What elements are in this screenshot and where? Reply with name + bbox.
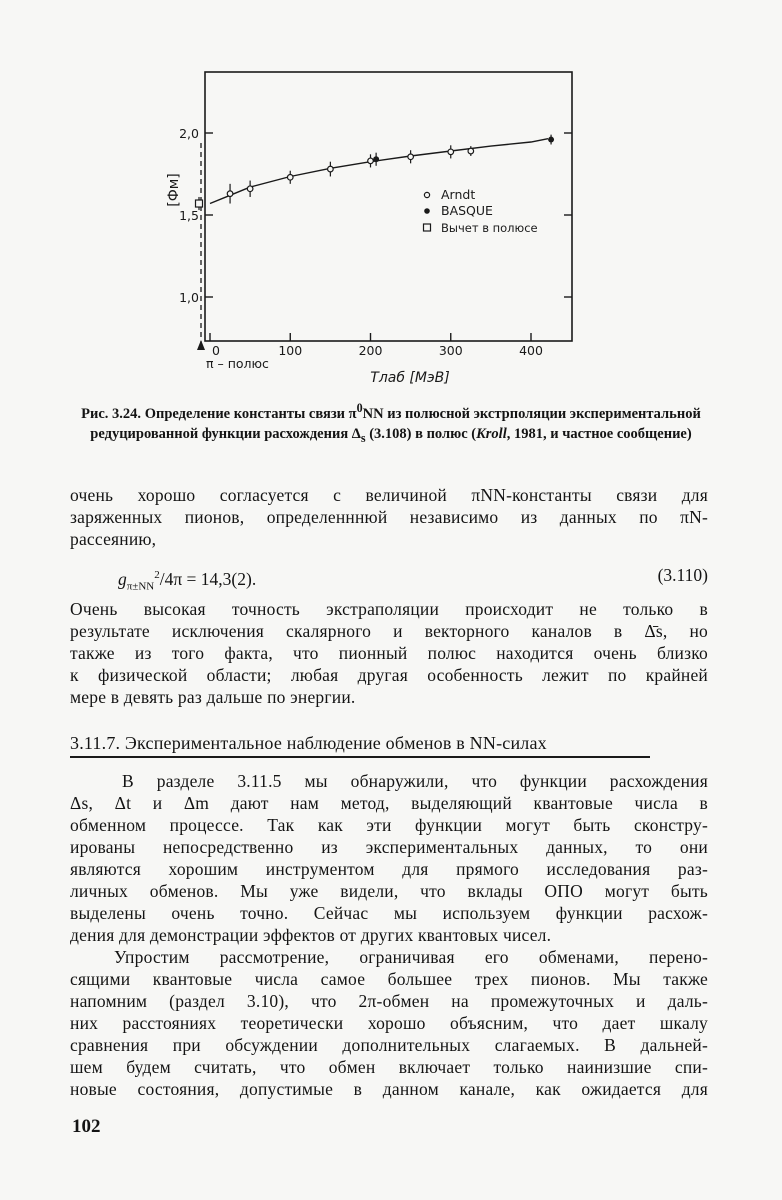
legend-residue-marker (424, 224, 431, 231)
x-tick-label: 0 (212, 343, 220, 358)
formula-g: g (118, 568, 127, 589)
text-line: сравнения при обсуждении дополнительных слагаемых. В дальней- (70, 1035, 708, 1055)
text-line: дения для демонстрации эффектов от других квантовых чисел. (70, 925, 552, 945)
caption-author: Kroll (476, 425, 507, 442)
legend-entry: Вычет в полюсе (441, 221, 538, 235)
pole-label: π – полюс (206, 356, 269, 371)
pole-residue-point (196, 200, 203, 207)
caption-superscript: 0 (356, 401, 363, 415)
arndt-point (247, 186, 253, 192)
x-tick-label: 400 (519, 343, 543, 358)
caption-text-1: Определение константы связи π (144, 405, 357, 422)
text-line: Очень высокая точность экстраполяции происходит не только в (70, 599, 708, 619)
chart-axes (197, 72, 572, 350)
text-line: новые состояния, допустимые в данном канале, как ожидается для (70, 1079, 708, 1099)
caption-text-3: (3.108) в полюс ( (365, 425, 477, 442)
plot-frame (205, 72, 572, 341)
text-line: ированы непосредственно из экспериментальных данных, то они (70, 837, 708, 857)
caption-label: Рис. 3.24. (81, 405, 142, 422)
basque-point (548, 137, 554, 143)
arndt-point (328, 166, 334, 172)
text-line: выделены очень точно. Сейчас мы используем функции расхож- (70, 903, 708, 923)
text-line: В разделе 3.11.5 мы обнаружили, что функции расхождения (122, 771, 708, 791)
text-line: результате исключения скалярного и векторного каналов в Δ̄s, но (70, 621, 708, 641)
text-line: мере в девять раз дальше по энергии. (70, 687, 356, 707)
text-line: них расстояниях теоретически хорошо объясним, что дает шкалу (70, 1013, 708, 1033)
caption-subscript: s (360, 430, 366, 445)
caption-text-4: , 1981, и частное сообщение) (506, 425, 692, 442)
section-heading: 3.11.7. Экспериментальное наблюдение обменов в NN-силах (70, 732, 650, 758)
text-line: Δs, Δt и Δm дают нам метод, выделяющий квантовые числа в (70, 793, 708, 813)
legend-arndt-marker (424, 192, 429, 197)
page-number: 102 (72, 1116, 101, 1137)
figure-chart (0, 0, 782, 395)
formula-sub: π±NN (126, 580, 155, 593)
paragraph-3 (70, 770, 708, 946)
y-tick-label: 2,0 (179, 126, 199, 141)
text-line: шем будем считать, что обмен включает только наинизшие спи- (70, 1057, 708, 1077)
text-line: являются хорошим инструментом для прямого исследования раз- (70, 859, 708, 879)
text-line: также из того факта, что пионный полюс находится очень близко (70, 643, 708, 663)
x-tick-label: 100 (278, 343, 303, 358)
text-line: сящими квантовые числа самое большее трех пионов. Мы также (70, 969, 708, 989)
arndt-point (287, 174, 293, 180)
figure-caption (70, 398, 712, 448)
paragraph-4 (70, 946, 708, 1100)
fit-curve (210, 139, 548, 204)
arndt-point (448, 149, 454, 155)
text-line: к физической области; любая другая особенность лежит по крайней (70, 665, 708, 685)
pole-arrow (197, 340, 205, 350)
x-tick-label: 200 (358, 343, 383, 358)
arndt-point (408, 154, 414, 160)
formula-rest: /4π = 14,3(2). (159, 568, 257, 589)
data-points-group (196, 135, 555, 210)
caption-text-2: NN из полюсной экстрполяции экспериментальной редуцированной функции расхождения Δ (90, 405, 701, 442)
text-line: напомним (раздел 3.10), что 2π-обмен на промежуточных и даль- (70, 991, 708, 1011)
arndt-point (468, 148, 474, 154)
equation-number: (3.110) (657, 565, 708, 585)
equation-3-110 (118, 564, 708, 597)
paragraph-2 (70, 598, 708, 708)
text-line: рассеянию, (70, 529, 157, 549)
text-line: очень хорошо согласуется с величиной πNN-константы связи для (70, 485, 708, 505)
text-line: Упростим рассмотрение, ограничивая его обменами, перено- (114, 947, 708, 967)
text-line: личных обменов. Мы уже видели, что вклады ОПО могут быть (70, 881, 708, 901)
text-line: обменном процессе. Так как эти функции могут быть сконстру- (70, 815, 708, 835)
x-tick-label: 300 (438, 343, 463, 358)
legend-entry: Arndt (441, 187, 476, 202)
y-tick-label: 1,5 (179, 208, 199, 223)
arndt-point (368, 158, 374, 164)
y-tick-label: 1,0 (179, 290, 199, 305)
formula-sup: 2 (154, 569, 160, 581)
fit-curve-group (210, 139, 548, 204)
arndt-point (227, 191, 233, 197)
x-axis-label: Тлаб [МэВ] (370, 370, 450, 386)
legend-entry: BASQUE (441, 203, 493, 218)
paragraph-1 (70, 484, 708, 550)
legend-basque-marker (424, 208, 430, 214)
text-line: заряженных пионов, определенннюй независимо из данных по πN- (70, 507, 708, 527)
y-axis-label: [Фм] (166, 173, 182, 207)
chart-legend (424, 187, 538, 235)
basque-point (373, 156, 379, 162)
